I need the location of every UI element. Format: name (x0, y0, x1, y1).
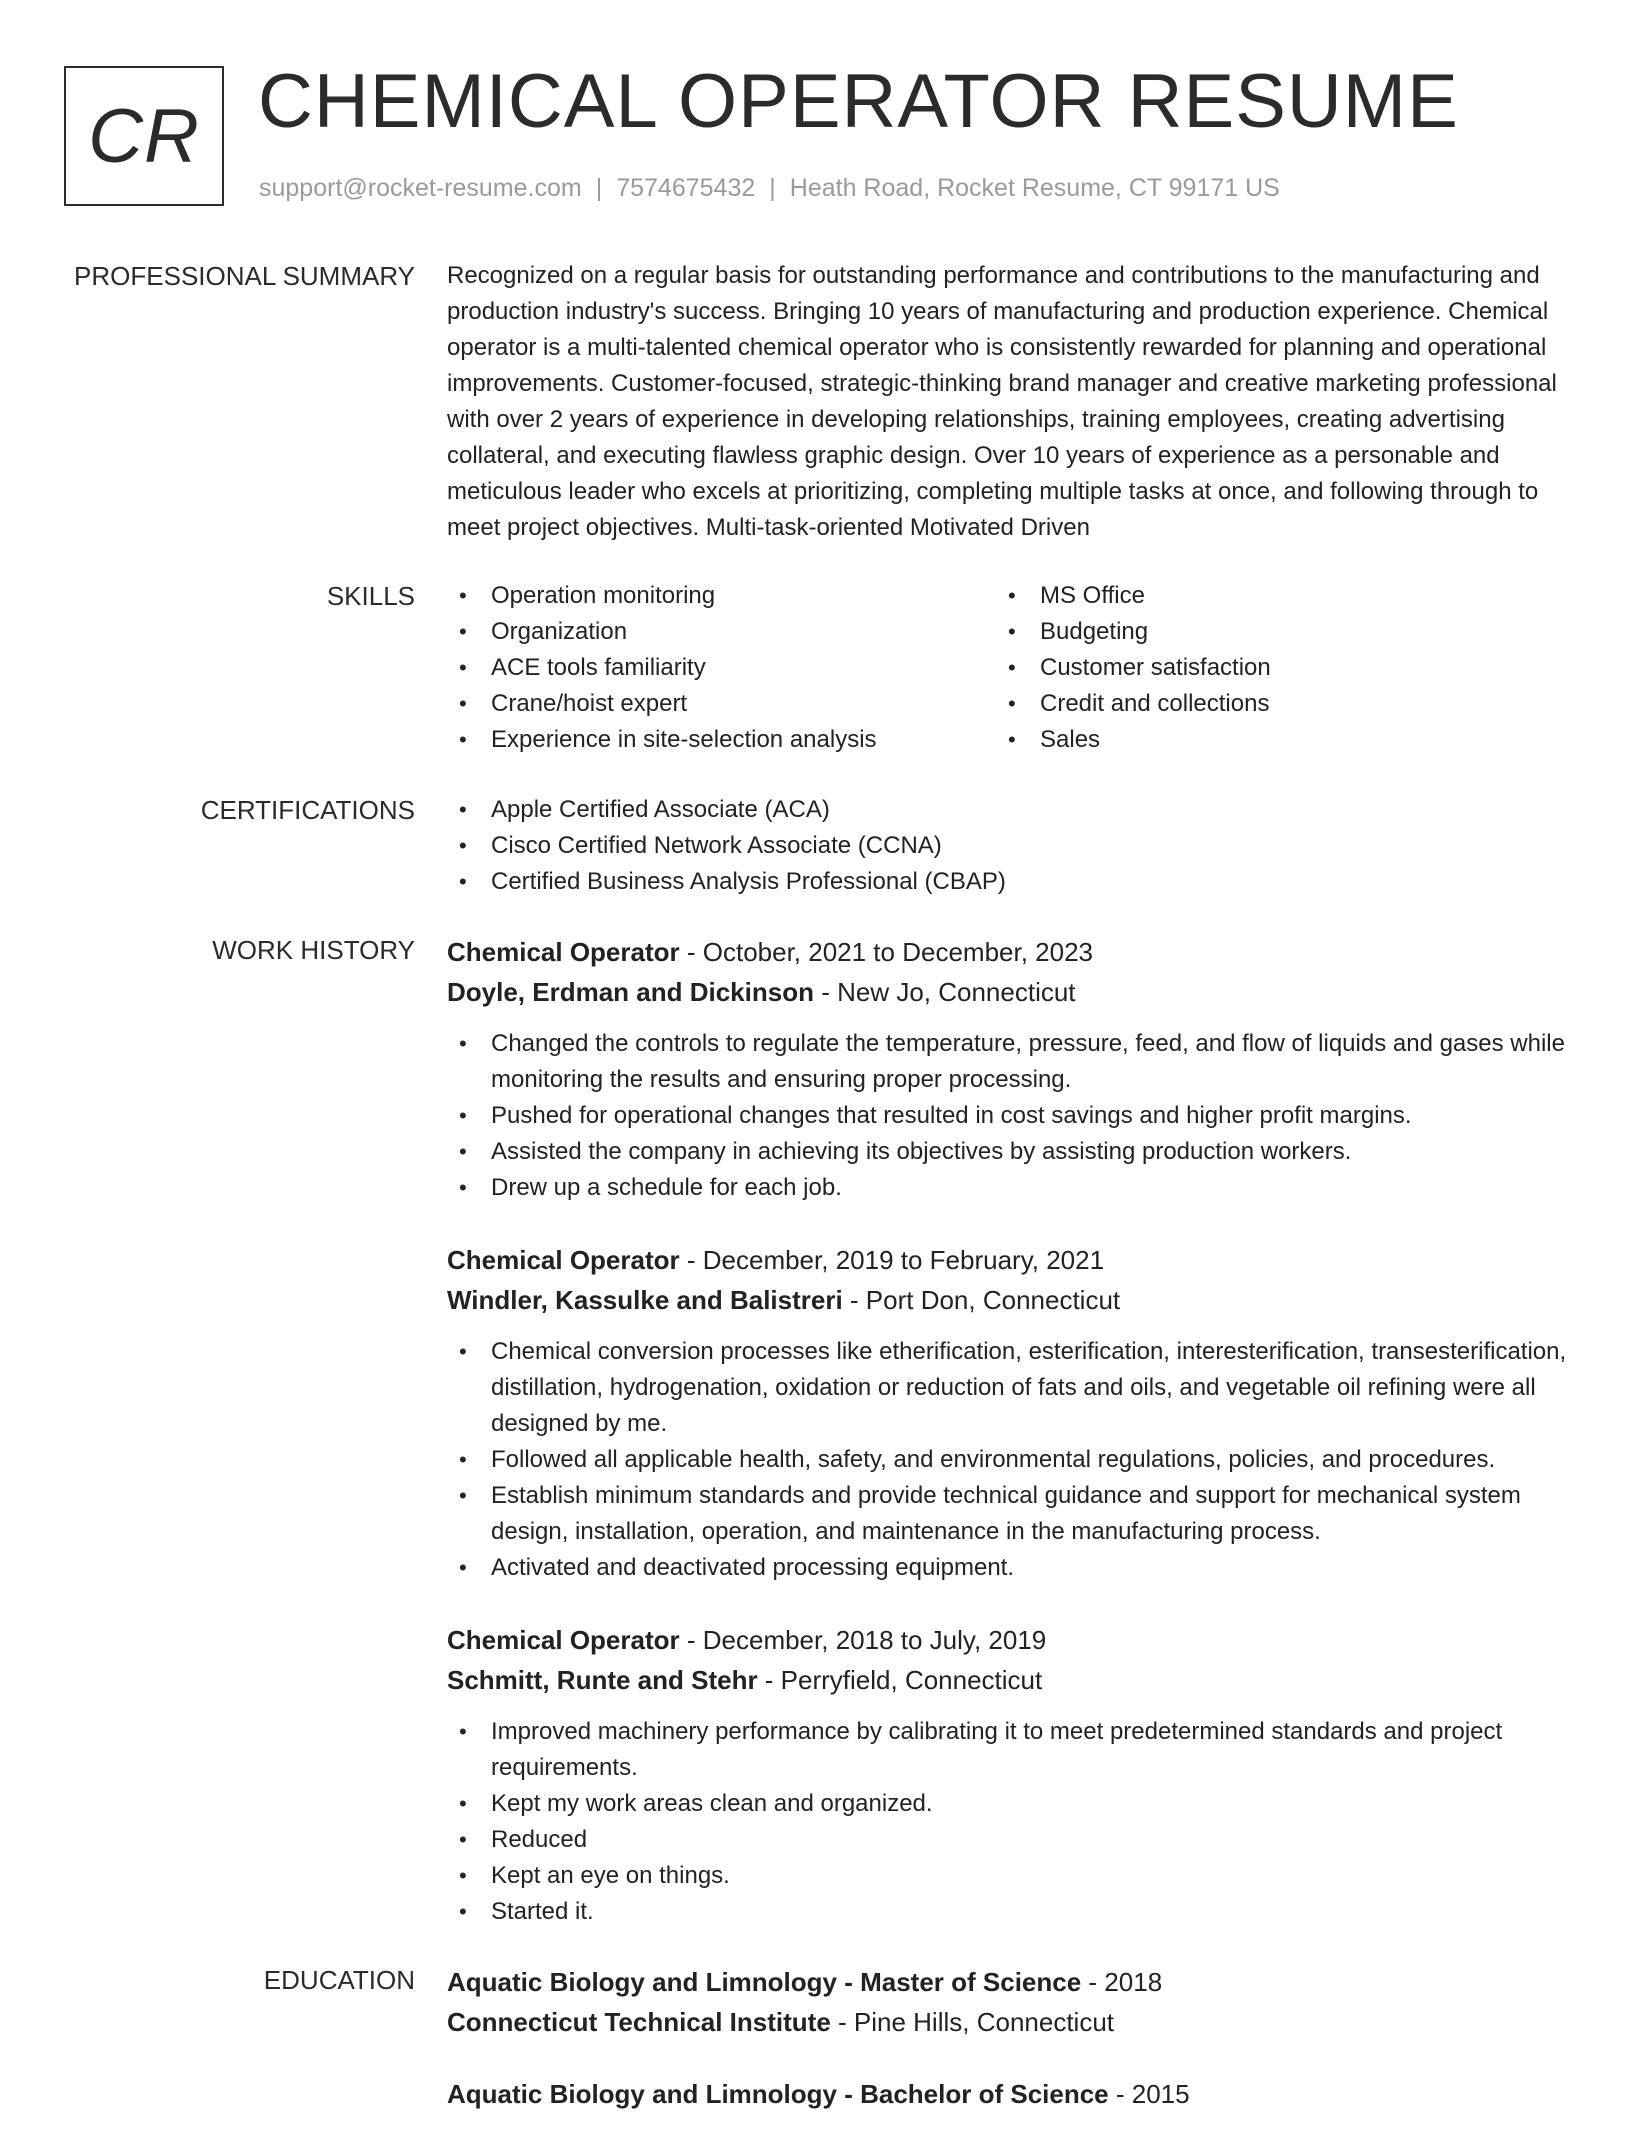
education-degree-line (447, 1962, 1567, 2002)
job-bullet: • Improved machinery performance by calibrating it to meet predetermined standards and project requirements. (447, 1714, 1567, 1786)
job-company-line (447, 1280, 1567, 1320)
job-company-line (447, 1660, 1567, 1700)
job-bullet: • Establish minimum standards and provide technical guidance and support for mechanical system design, installation, operation, and maintenance in the manufacturing process. (447, 1478, 1567, 1550)
contact-email[interactable]: support@rocket-resume.com (259, 174, 582, 202)
job-bullet: • Chemical conversion processes like etherification, esterification, interesterification, transesterification, distillation, hydrogenation, oxidation or reduction of fats and oils, and vegetable oil refining were all designed by me. (447, 1334, 1567, 1442)
job-bullet: • Kept my work areas clean and organized. (447, 1786, 1567, 1822)
contact-separator: | (595, 174, 603, 202)
section-label: EDUCATION (263, 1965, 415, 1995)
certification-item: • Cisco Certified Network Associate (CCNA) (447, 828, 1567, 864)
job-title: Chemical Operator (447, 1245, 680, 1275)
job-bullet: • Assisted the company in achieving its objectives by assisting production workers. (447, 1134, 1567, 1170)
education-entry (447, 1962, 1567, 2042)
education-year: - 2015 (1108, 2079, 1190, 2109)
education-entry (447, 2074, 1567, 2114)
job-dates: - December, 2019 to February, 2021 (679, 1245, 1105, 1275)
job-bullet: • Followed all applicable health, safety, and environmental regulations, policies, and procedures. (447, 1442, 1567, 1478)
skills-grid (447, 578, 1567, 758)
job-dates: - October, 2021 to December, 2023 (679, 937, 1093, 967)
skills-column-2 (996, 578, 1545, 758)
job-bullet: • Activated and deactivated processing equipment. (447, 1550, 1567, 1586)
job-entry (447, 1240, 1567, 1586)
summary-text: Recognized on a regular basis for outstanding performance and contributions to the manufacturing and production industry's success. Bringing 10 years of manufacturing and production experience. Chemical operator is a multi-talented chemical operator who is consistently rewarded for planning and operational improvements. Customer-focused, strategic-thinking brand manager and creative marketing professional with over 2 years of experience in developing relationships, training employees, creating advertising collateral, and executing flawless graphic design. Over 10 years of experience as a personable and meticulous leader who excels at prioritizing, completing multiple tasks at once, and following through to meet project objectives. Multi-task-oriented Motivated Driven (447, 262, 1557, 541)
work-history-body (447, 932, 1567, 1964)
skill-item: • Customer satisfaction (996, 650, 1545, 686)
job-title-line (447, 932, 1567, 972)
job-company: Doyle, Erdman and Dickinson (447, 977, 814, 1007)
section-label: WORK HISTORY (212, 935, 415, 965)
job-bullet: • Pushed for operational changes that resulted in cost savings and higher profit margins. (447, 1098, 1567, 1134)
job-bullet: • Changed the controls to regulate the temperature, pressure, feed, and flow of liquids and gases while monitoring the results and ensuring proper processing. (447, 1026, 1567, 1098)
skill-item: • Organization (447, 614, 996, 650)
skill-item: • Budgeting (996, 614, 1545, 650)
skill-item: • Operation monitoring (447, 578, 996, 614)
certifications-body (447, 792, 1567, 900)
job-bullet: • Drew up a schedule for each job. (447, 1170, 1567, 1206)
job-entry (447, 932, 1567, 1206)
contact-address: Heath Road, Rocket Resume, CT 99171 US (789, 174, 1280, 202)
job-bullets (447, 1026, 1567, 1206)
job-bullet: • Kept an eye on things. (447, 1858, 1567, 1894)
skill-item: • Credit and collections (996, 686, 1545, 722)
job-bullet: • Started it. (447, 1894, 1567, 1930)
skills-body (447, 578, 1567, 758)
education-degree: Aquatic Biology and Limnology - Master of Science (447, 1967, 1082, 1997)
certification-item: • Certified Business Analysis Professional (CBAP) (447, 864, 1567, 900)
education-school-line (447, 2002, 1567, 2042)
education-degree-line (447, 2074, 1567, 2114)
certification-item: • Apple Certified Associate (ACA) (447, 792, 1567, 828)
job-title-line (447, 1620, 1567, 1660)
job-company: Windler, Kassulke and Balistreri (447, 1285, 843, 1315)
job-dates: - December, 2018 to July, 2019 (679, 1625, 1047, 1655)
job-entry (447, 1620, 1567, 1930)
page-title: CHEMICAL OPERATOR RESUME (258, 59, 1459, 144)
job-title: Chemical Operator (447, 1625, 680, 1655)
education-school: Connecticut Technical Institute (447, 2007, 831, 2037)
summary-body (447, 258, 1567, 546)
job-bullets (447, 1714, 1567, 1930)
job-location: - New Jo, Connecticut (813, 977, 1076, 1007)
skill-item: • Crane/hoist expert (447, 686, 996, 722)
education-body (447, 1962, 1567, 2146)
job-bullet: • Reduced (447, 1822, 1567, 1858)
skills-column-1 (447, 578, 996, 758)
job-location: - Port Don, Connecticut (842, 1285, 1121, 1315)
skill-item: • ACE tools familiarity (447, 650, 996, 686)
job-location: - Perryfield, Connecticut (757, 1665, 1043, 1695)
job-title-line (447, 1240, 1567, 1280)
skill-item: • MS Office (996, 578, 1545, 614)
section-label: PROFESSIONAL SUMMARY (74, 261, 415, 291)
job-company: Schmitt, Runte and Stehr (447, 1665, 758, 1695)
job-company-line (447, 972, 1567, 1012)
education-location: - Pine Hills, Connecticut (830, 2007, 1115, 2037)
education-year: - 2018 (1081, 1967, 1163, 1997)
job-title: Chemical Operator (447, 937, 680, 967)
section-label: SKILLS (326, 581, 415, 611)
job-bullets (447, 1334, 1567, 1586)
skill-item: • Experience in site-selection analysis (447, 722, 996, 758)
monogram-logo: CR (64, 66, 224, 206)
section-label: CERTIFICATIONS (200, 795, 415, 825)
contact-separator: | (769, 174, 776, 202)
contact-line (259, 174, 1280, 203)
skill-item: • Sales (996, 722, 1545, 758)
certifications-list (447, 792, 1567, 900)
education-degree: Aquatic Biology and Limnology - Bachelor of Science (447, 2079, 1109, 2109)
contact-phone[interactable]: 7574675432 (616, 174, 756, 202)
